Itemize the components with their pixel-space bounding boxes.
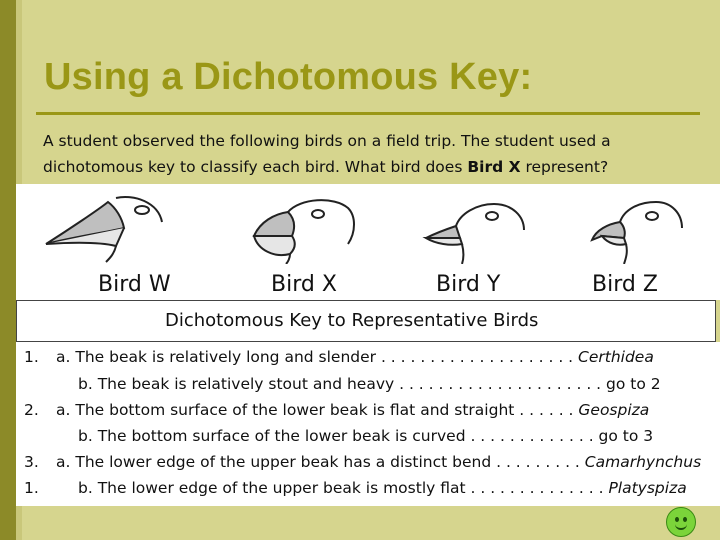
- key-title-box: [16, 300, 716, 342]
- dichotomous-key-list: [16, 342, 720, 506]
- key-line-text: b. The lower edge of the upper beak is mostly flat . . . . . . . . . . . . . .: [78, 479, 609, 497]
- key-line-number: 1.: [24, 348, 39, 366]
- key-line-answer: Geospiza: [578, 401, 650, 419]
- question-line-2-pre: dichotomous key to classify each bird. What bird does: [43, 158, 468, 176]
- key-line-3a: [24, 453, 701, 471]
- key-line-2a: [24, 401, 649, 419]
- key-line-number: 3.: [24, 453, 39, 471]
- bird-z-icon: [574, 192, 694, 264]
- bird-z-label: Bird Z: [592, 272, 658, 297]
- key-line-number: 1.: [24, 479, 39, 497]
- key-line-number: 2.: [24, 401, 39, 419]
- bird-y-label: Bird Y: [436, 272, 501, 297]
- key-line-text: a. The beak is relatively long and slender . . . . . . . . . . . . . . . . . . . .: [56, 348, 579, 366]
- key-line-answer: Certhidea: [578, 348, 654, 366]
- key-line-text: a. The lower edge of the upper beak has a distinct bend . . . . . . . . .: [56, 453, 585, 471]
- title-underline: [36, 112, 700, 115]
- key-line-answer: Platyspiza: [608, 479, 687, 497]
- bird-y-icon: [416, 192, 536, 264]
- bird-x-label: Bird X: [271, 272, 337, 297]
- smiley-icon[interactable]: [666, 507, 696, 537]
- key-line-2b: [78, 427, 653, 445]
- key-line-3b: [24, 479, 687, 497]
- key-line-answer: Camarhynchus: [584, 453, 702, 471]
- question-line-1: A student observed the following birds on a field trip. The student used a: [43, 132, 611, 150]
- key-line-text: b. The bottom surface of the lower beak is curved . . . . . . . . . . . . . go to 3: [78, 427, 654, 445]
- key-line-1a: [24, 348, 654, 366]
- question-line-2-post: represent?: [520, 158, 609, 176]
- bird-w-label: Bird W: [98, 272, 171, 297]
- question-line-2-bold: Bird X: [467, 158, 521, 176]
- question-text: [43, 128, 693, 180]
- key-line-text: a. The bottom surface of the lower beak is flat and straight . . . . . .: [56, 401, 579, 419]
- smiley-mouth: [675, 520, 687, 530]
- birds-panel: [16, 184, 720, 300]
- bird-x-icon: [244, 192, 364, 264]
- key-line-1b: [78, 375, 661, 393]
- left-accent-bar: [0, 0, 16, 540]
- key-line-text: b. The beak is relatively stout and heavy . . . . . . . . . . . . . . . . . . . . . go to 2: [78, 375, 661, 393]
- slide-title: Using a Dichotomous Key:: [44, 56, 533, 98]
- key-title: Dichotomous Key to Representative Birds: [165, 310, 539, 331]
- bird-w-icon: [38, 192, 168, 264]
